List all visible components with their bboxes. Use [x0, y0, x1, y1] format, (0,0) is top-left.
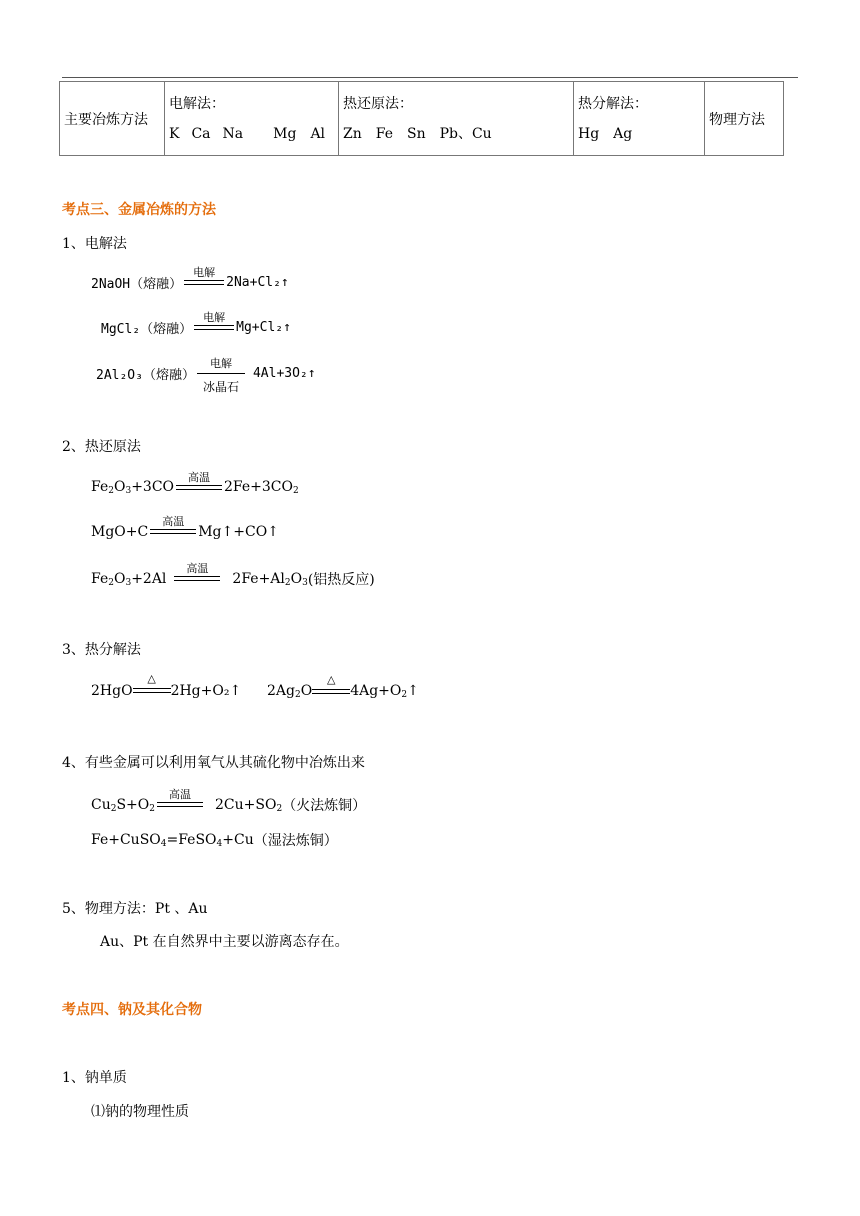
table-cell-thermal-reduction: 热还原法： Zn Fe Sn Pb、Cu — [339, 82, 574, 156]
equation-thermite: $Fe_2O_3+2Al$ 高温 $2Fe+Al_2O_3$ (铝热反应) — [91, 562, 375, 588]
equation-hgo: 2HgO △ 2Hg+O₂↑ — [91, 672, 242, 699]
equation-cu2s: $Cu_2S+O_2$ 高温 $2Cu+SO_2$ （火法炼铜） — [91, 788, 367, 814]
subsection-sodium-physical-properties: ⑴钠的物理性质 — [91, 1104, 189, 1120]
subsection-sulfide-smelting: 4、有些金属可以利用氧气从其硫化物中冶炼出来 — [62, 755, 365, 771]
equation-mgo-c: MgO+C 高温 Mg↑+CO↑ — [91, 515, 279, 540]
table-cell-electrolysis: 电解法： K Ca Na Mg Al — [165, 82, 339, 156]
table-row-label: 主要冶炼方法 — [60, 82, 165, 156]
subsection-electrolysis: 1、电解法 — [62, 236, 127, 252]
equation-naoh: 2NaOH（熔融） 电解 2Na+Cl₂↑ — [91, 265, 289, 292]
equation-ag2o: $2Ag_2O$ △ $4Ag+O_2↑$ — [267, 672, 419, 700]
table-cell-thermal-decomposition: 热分解法： Hg Ag — [574, 82, 705, 156]
equation-cuso4: Fe+CuSO$_4$=FeSO$_4$+Cu （湿法炼铜） — [91, 831, 338, 849]
section-heading-metal-smelting: 考点三、金属冶炼的方法 — [62, 202, 216, 218]
smelting-methods-table — [59, 81, 784, 156]
physical-method-note: Au、Pt 在自然界中主要以游离态存在。 — [100, 934, 349, 950]
table-cell-physical: 物理方法 — [705, 82, 784, 156]
header-rule — [62, 77, 798, 78]
equation-fe2o3-co: $Fe_2O_3+3CO$ 高温 $2Fe+3CO_2$ — [91, 470, 299, 496]
equation-al2o3: 2Al₂O₃（熔融） 电解 冰晶石 4Al+3O₂↑ — [96, 356, 316, 394]
equation-mgcl2: MgCl₂（熔融） 电解 Mg+Cl₂↑ — [101, 310, 291, 337]
subsection-sodium-element: 1、钠单质 — [62, 1070, 127, 1086]
subsection-physical-method: 5、物理方法：Pt 、Au — [62, 901, 208, 917]
subsection-thermal-decomposition: 3、热分解法 — [62, 642, 141, 658]
section-heading-sodium: 考点四、钠及其化合物 — [62, 1002, 202, 1018]
subsection-thermal-reduction: 2、热还原法 — [62, 439, 141, 455]
